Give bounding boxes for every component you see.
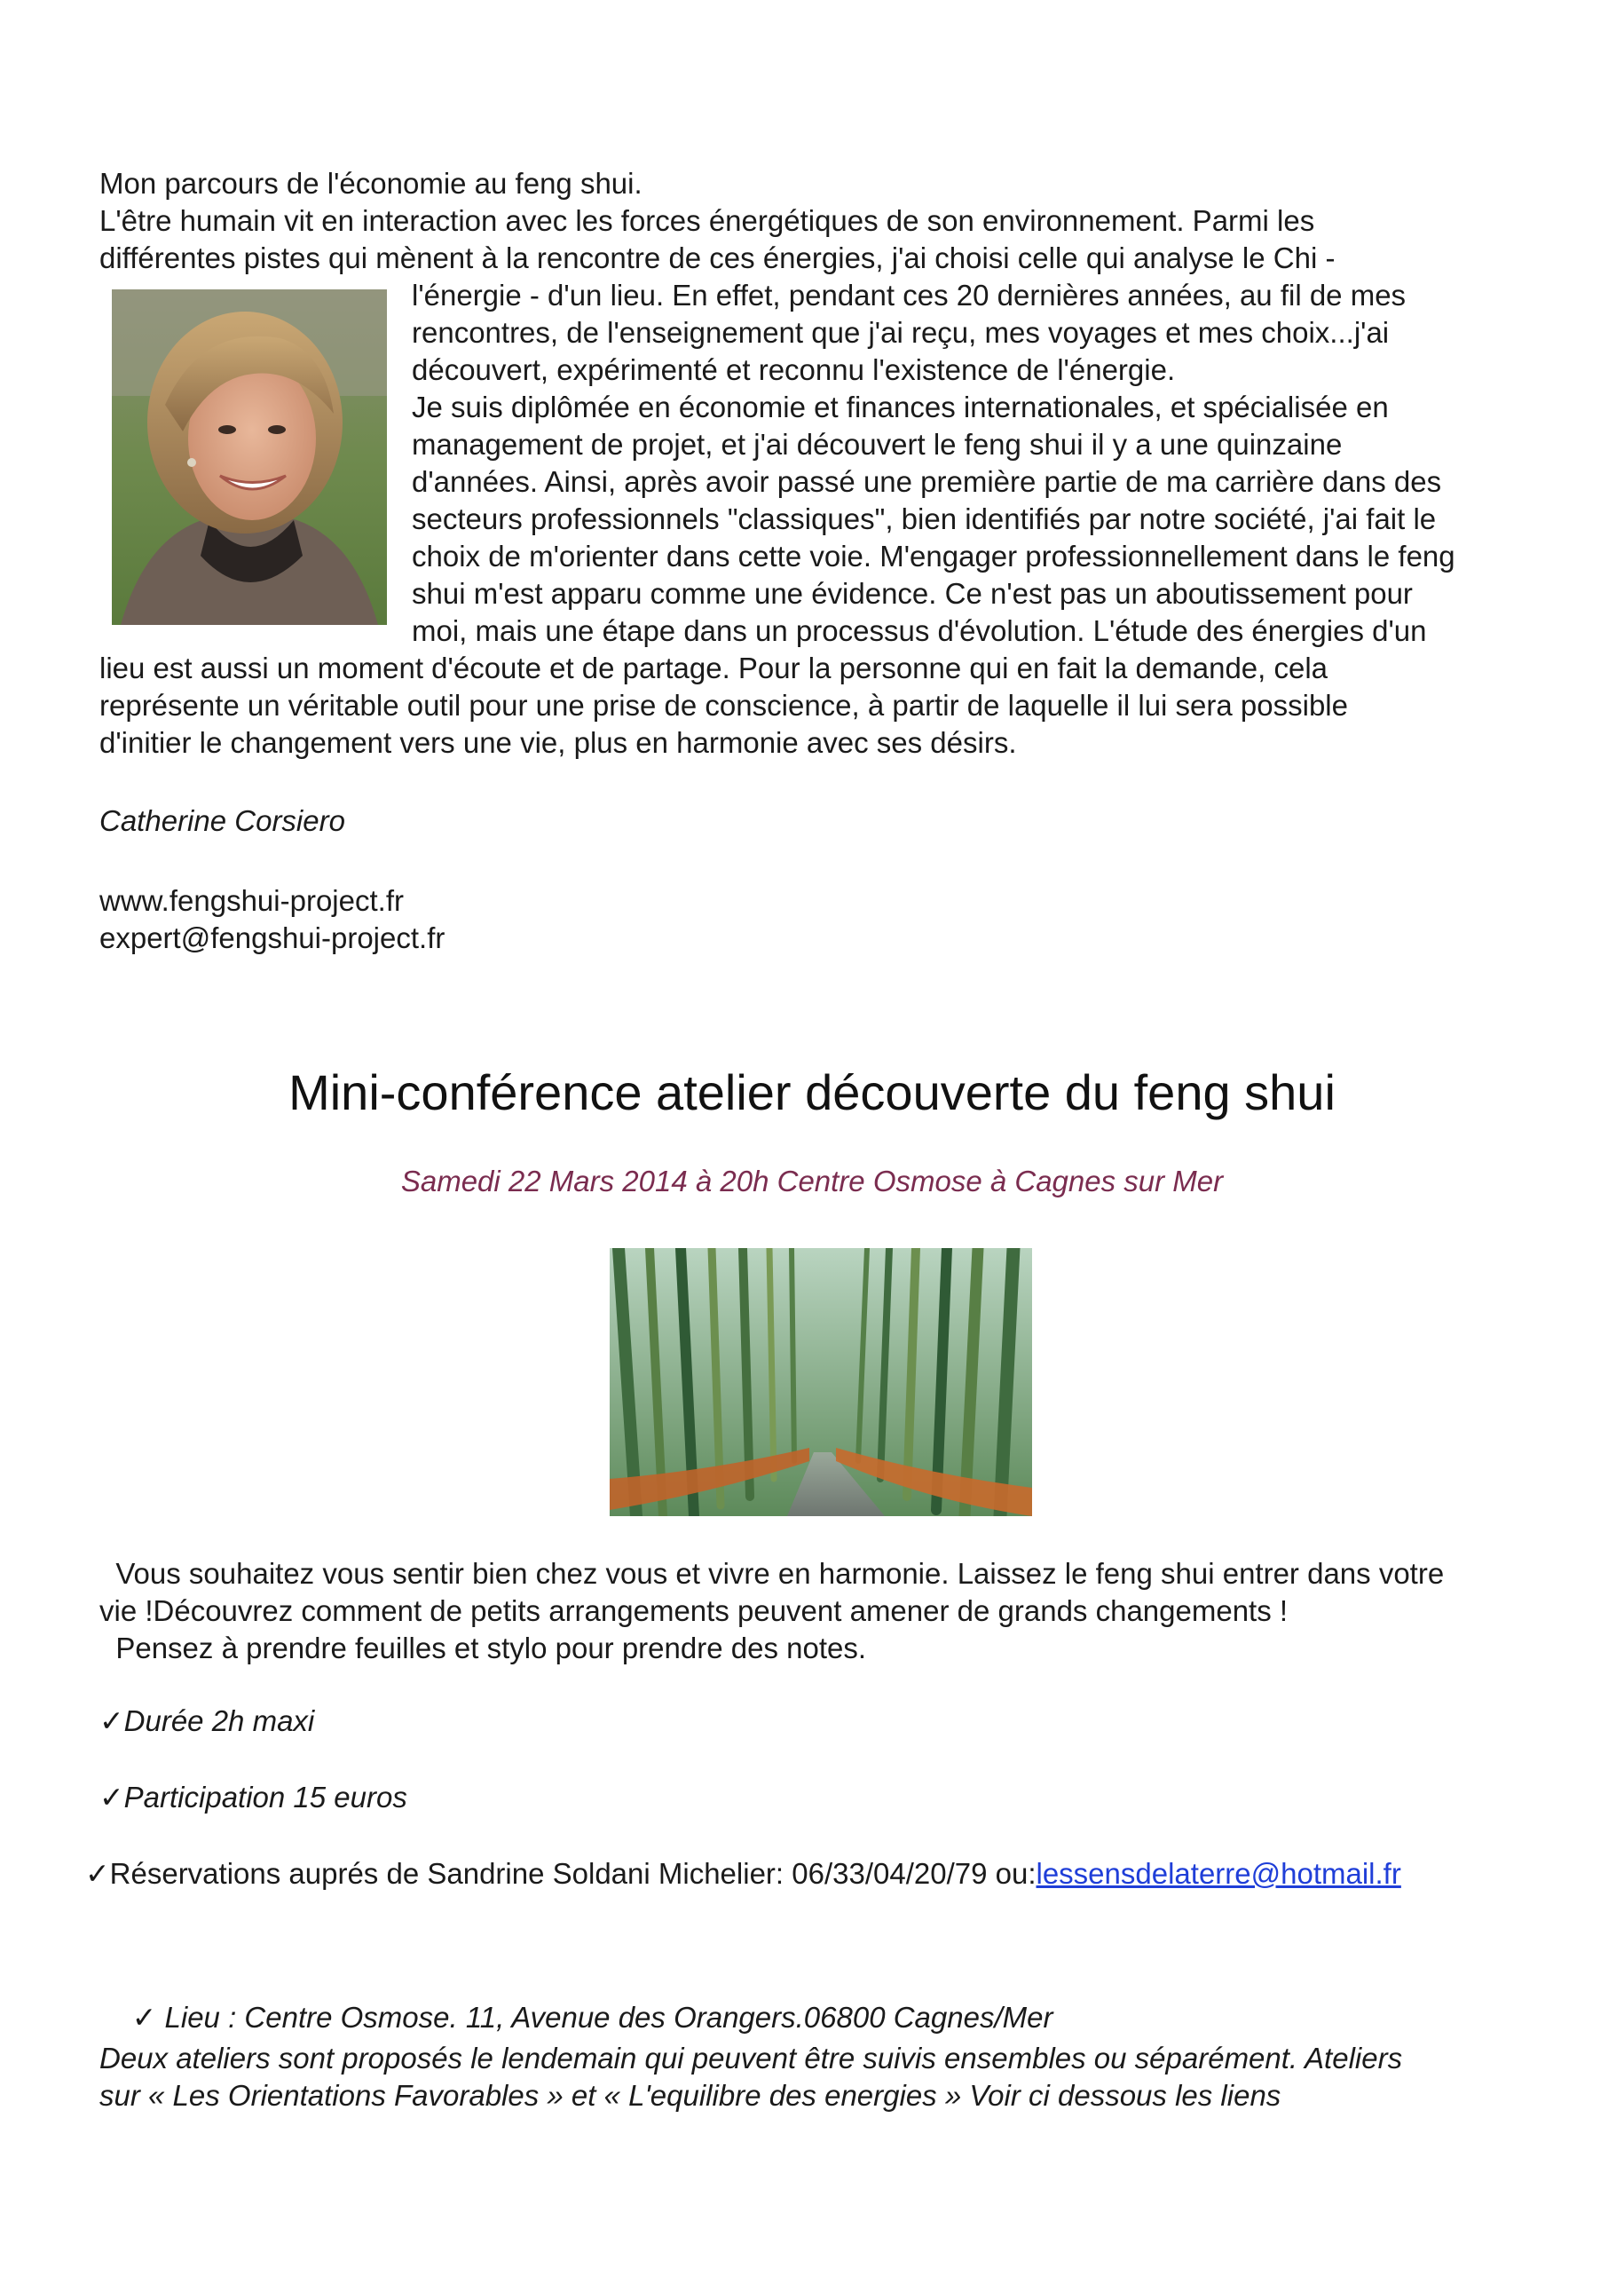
intro-line: L'être humain vit en interaction avec les forces énergétiques de son environnement. Parmi les — [99, 204, 1315, 237]
intro-line: représente un véritable outil pour une prise de conscience, à partir de laquelle il lui sera possible — [99, 689, 1348, 722]
intro-line: l'énergie - d'un lieu. En effet, pendant ces 20 dernières années, au fil de mes — [412, 279, 1407, 312]
website-link[interactable]: www.fengshui-project.fr — [99, 884, 404, 917]
intro-line: rencontres, de l'enseignement que j'ai reçu, mes voyages et mes choix...j'ai — [412, 316, 1390, 349]
reservation-email-link[interactable]: lessensdelaterre@hotmail.fr — [1036, 1857, 1401, 1890]
participation-text: Participation 15 euros — [123, 1781, 407, 1814]
event-date: Samedi 22 Mars 2014 à 20h Centre Osmose à Cagnes sur Mer — [400, 1165, 1224, 1197]
note-line: sur « Les Orientations Favorables » et « L'equilibre des energies » Voir ci dessous les liens — [99, 2079, 1281, 2112]
duration-text: Durée 2h maxi — [123, 1704, 315, 1737]
author-signature: Catherine Corsiero — [99, 804, 345, 837]
event-body-line: Pensez à prendre feuilles et stylo pour prendre des notes. — [99, 1632, 867, 1664]
reservation-text: Réservations auprés de Sandrine Soldani Michelier: 06/33/04/20/79 ou: — [109, 1857, 1037, 1890]
checkmark-icon: ✓ — [131, 2001, 157, 2034]
intro-line: lieu est aussi un moment d'écoute et de partage. Pour la personne qui en fait la demande, cela — [99, 652, 1328, 684]
event-description — [99, 1555, 1564, 1667]
intro-line: Mon parcours de l'économie au feng shui. — [99, 167, 643, 200]
intro-paragraph — [99, 165, 1537, 277]
intro-line: management de projet, et j'ai découvert le feng shui il y a une quinzaine — [412, 428, 1343, 461]
intro-tail-text — [99, 650, 1555, 762]
intro-line: secteurs professionnels "classiques", bien identifiés par notre société, j'ai fait le — [412, 502, 1437, 535]
event-body-line: Vous souhaitez vous sentir bien chez vous et vivre en harmonie. Laissez le feng shui entrer dans votre — [99, 1557, 1445, 1590]
event-title: Mini-conférence atelier découverte du feng shui — [288, 1064, 1336, 1120]
intro-indented-text — [412, 277, 1557, 650]
event-body-line: vie !Découvrez comment de petits arrangements peuvent amener de grands changements ! — [99, 1594, 1289, 1627]
contact-email[interactable]: expert@fengshui-project.fr — [99, 921, 445, 954]
checkmark-icon: ✓ — [99, 1704, 124, 1737]
intro-line: d'initier le changement vers une vie, plus en harmonie avec ses désirs. — [99, 726, 1017, 759]
checkmark-icon: ✓ — [85, 1857, 110, 1890]
intro-line: différentes pistes qui mènent à la rencontre de ces énergies, j'ai choisi celle qui analyse le Chi - — [99, 241, 1336, 274]
intro-line: moi, mais une étape dans un processus d'évolution. L'étude des énergies d'un — [412, 614, 1427, 647]
intro-line: shui m'est apparu comme une évidence. Ce n'est pas un aboutissement pour — [412, 577, 1413, 610]
duration-item — [99, 1703, 314, 1740]
note-line: Deux ateliers sont proposés le lendemain qui peuvent être suivis ensembles ou séparément. Ateliers — [99, 2042, 1403, 2075]
reservation-item — [85, 1855, 1401, 1893]
intro-line: découvert, expérimenté et reconnu l'existence de l'énergie. — [412, 353, 1176, 386]
intro-line: d'années. Ainsi, après avoir passé une première partie de ma carrière dans des — [412, 465, 1442, 498]
location-text: Lieu : Centre Osmose. 11, Avenue des Orangers.06800 Cagnes/Mer — [156, 2001, 1053, 2034]
workshops-note — [99, 2040, 1564, 2114]
participation-item — [99, 1779, 407, 1816]
checkmark-icon: ✓ — [99, 1781, 124, 1814]
bamboo-forest-photo — [610, 1248, 1032, 1516]
portrait-photo — [112, 289, 387, 625]
intro-line: Je suis diplômée en économie et finances internationales, et spécialisée en — [412, 391, 1389, 423]
intro-line: choix de m'orienter dans cette voie. M'engager professionnellement dans le feng — [412, 540, 1455, 573]
